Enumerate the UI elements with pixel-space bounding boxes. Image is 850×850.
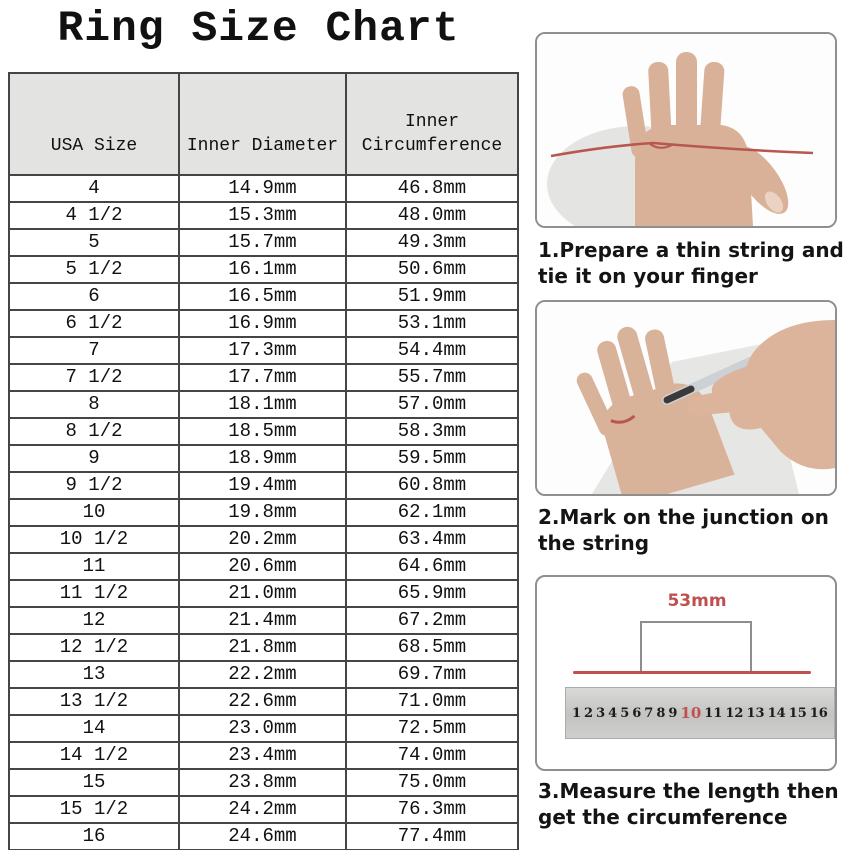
- table-row: [9, 580, 518, 607]
- ruler-number: 7: [644, 705, 654, 721]
- table-row: [9, 391, 518, 418]
- inner-diameter-cell: 19.8mm: [179, 499, 346, 526]
- inner-diameter-cell: 17.7mm: [179, 364, 346, 391]
- ruler-number: 11: [704, 705, 723, 721]
- table-row: [9, 499, 518, 526]
- table-row: [9, 634, 518, 661]
- usa-size-cell: 11 1/2: [9, 580, 179, 607]
- usa-size-cell: 4 1/2: [9, 202, 179, 229]
- marking-string-with-pen-illustration: [537, 302, 835, 494]
- page-title: Ring Size Chart: [57, 4, 460, 53]
- inner-circumference-cell: 49.3mm: [346, 229, 518, 256]
- inner-circumference-cell: 74.0mm: [346, 742, 518, 769]
- inner-circumference-cell: 62.1mm: [346, 499, 518, 526]
- table-row: [9, 229, 518, 256]
- usa-size-cell: 11: [9, 553, 179, 580]
- ruler-number: 4: [608, 705, 618, 721]
- inner-circumference-cell: 54.4mm: [346, 337, 518, 364]
- ruler-number: 15: [788, 705, 807, 721]
- step1-hand-with-string-photo: [535, 32, 837, 228]
- inner-diameter-cell: 20.6mm: [179, 553, 346, 580]
- usa-size-cell: 8: [9, 391, 179, 418]
- inner-circumference-cell: 68.5mm: [346, 634, 518, 661]
- inner-diameter-cell: 23.4mm: [179, 742, 346, 769]
- inner-circumference-cell: 65.9mm: [346, 580, 518, 607]
- step3-ruler-diagram: [535, 575, 837, 771]
- ruler-number: 8: [656, 705, 666, 721]
- step3-caption: 3.Measure the length then get the circumference: [538, 779, 839, 829]
- table-row: [9, 202, 518, 229]
- table-row: [9, 715, 518, 742]
- inner-diameter-cell: 23.0mm: [179, 715, 346, 742]
- inner-diameter-cell: 15.3mm: [179, 202, 346, 229]
- inner-diameter-cell: 16.5mm: [179, 283, 346, 310]
- table-row: [9, 256, 518, 283]
- inner-diameter-cell: 24.6mm: [179, 823, 346, 850]
- table-row: [9, 283, 518, 310]
- usa-size-cell: 7: [9, 337, 179, 364]
- inner-diameter-cell: 23.8mm: [179, 769, 346, 796]
- usa-size-cell: 15 1/2: [9, 796, 179, 823]
- inner-circumference-cell: 77.4mm: [346, 823, 518, 850]
- ruler-number: 1: [572, 705, 582, 721]
- ruler-number: 12: [725, 705, 744, 721]
- inner-circumference-cell: 64.6mm: [346, 553, 518, 580]
- inner-diameter-cell: 15.7mm: [179, 229, 346, 256]
- table-row: [9, 472, 518, 499]
- inner-diameter-cell: 21.8mm: [179, 634, 346, 661]
- usa-size-cell: 6 1/2: [9, 310, 179, 337]
- inner-diameter-cell: 21.0mm: [179, 580, 346, 607]
- ring-size-table: [8, 72, 519, 850]
- inner-diameter-cell: 22.2mm: [179, 661, 346, 688]
- inner-circumference-cell: 57.0mm: [346, 391, 518, 418]
- inner-circumference-cell: 60.8mm: [346, 472, 518, 499]
- inner-circumference-cell: 72.5mm: [346, 715, 518, 742]
- inner-circumference-cell: 46.8mm: [346, 175, 518, 202]
- step2-caption: 2.Mark on the junction on the string: [538, 505, 829, 555]
- table-row: [9, 553, 518, 580]
- ruler-number: 2: [584, 705, 594, 721]
- inner-diameter-cell: 20.2mm: [179, 526, 346, 553]
- usa-size-cell: 13 1/2: [9, 688, 179, 715]
- inner-circumference-cell: 59.5mm: [346, 445, 518, 472]
- inner-diameter-cell: 21.4mm: [179, 607, 346, 634]
- inner-diameter-cell: 18.1mm: [179, 391, 346, 418]
- table-row: [9, 661, 518, 688]
- ruler-number: 14: [767, 705, 786, 721]
- usa-size-cell: 9: [9, 445, 179, 472]
- inner-diameter-cell: 24.2mm: [179, 796, 346, 823]
- inner-diameter-cell: 17.3mm: [179, 337, 346, 364]
- table-header-row: [9, 73, 518, 175]
- inner-diameter-cell: 22.6mm: [179, 688, 346, 715]
- inner-diameter-cell: 14.9mm: [179, 175, 346, 202]
- usa-size-cell: 6: [9, 283, 179, 310]
- inner-circumference-cell: 76.3mm: [346, 796, 518, 823]
- ruler-number: 3: [596, 705, 606, 721]
- usa-size-cell: 4: [9, 175, 179, 202]
- table-row: [9, 418, 518, 445]
- inner-circumference-cell: 58.3mm: [346, 418, 518, 445]
- inner-circumference-cell: 53.1mm: [346, 310, 518, 337]
- inner-circumference-cell: 63.4mm: [346, 526, 518, 553]
- inner-circumference-cell: 55.7mm: [346, 364, 518, 391]
- inner-circumference-cell: 48.0mm: [346, 202, 518, 229]
- table-row: [9, 526, 518, 553]
- inner-circumference-cell: 75.0mm: [346, 769, 518, 796]
- table-row: [9, 364, 518, 391]
- inner-circumference-cell: 71.0mm: [346, 688, 518, 715]
- inner-diameter-cell: 18.5mm: [179, 418, 346, 445]
- table-row: [9, 823, 518, 850]
- ring-size-table-body: [9, 175, 518, 850]
- inner-circumference-cell: 69.7mm: [346, 661, 518, 688]
- col-header-inner-diameter: Inner Diameter: [179, 73, 346, 175]
- inner-circumference-cell: 51.9mm: [346, 283, 518, 310]
- step2-mark-string-photo: [535, 300, 837, 496]
- usa-size-cell: 9 1/2: [9, 472, 179, 499]
- usa-size-cell: 5: [9, 229, 179, 256]
- inner-diameter-cell: 16.9mm: [179, 310, 346, 337]
- table-row: [9, 337, 518, 364]
- usa-size-cell: 8 1/2: [9, 418, 179, 445]
- ruler: [565, 687, 835, 739]
- usa-size-cell: 14: [9, 715, 179, 742]
- table-row: [9, 445, 518, 472]
- hand-with-string-illustration: [537, 34, 835, 226]
- measurement-bracket: [640, 621, 752, 671]
- table-row: [9, 688, 518, 715]
- inner-circumference-cell: 67.2mm: [346, 607, 518, 634]
- inner-diameter-cell: 16.1mm: [179, 256, 346, 283]
- inner-circumference-cell: 50.6mm: [346, 256, 518, 283]
- inner-diameter-cell: 19.4mm: [179, 472, 346, 499]
- usa-size-cell: 13: [9, 661, 179, 688]
- ruler-number: 5: [620, 705, 630, 721]
- usa-size-cell: 14 1/2: [9, 742, 179, 769]
- measurement-label: 53mm: [667, 591, 727, 611]
- ruler-number: 9: [668, 705, 678, 721]
- table-row: [9, 742, 518, 769]
- col-header-inner-circumference: Inner Circumference: [346, 73, 518, 175]
- table-row: [9, 175, 518, 202]
- table-row: [9, 607, 518, 634]
- step1-caption: 1.Prepare a thin string and tie it on your finger: [538, 238, 844, 288]
- usa-size-cell: 10 1/2: [9, 526, 179, 553]
- usa-size-cell: 15: [9, 769, 179, 796]
- ruler-number: 13: [746, 705, 765, 721]
- string-line: [573, 671, 811, 674]
- ruler-number: 6: [632, 705, 642, 721]
- ruler-number: 16: [809, 705, 828, 721]
- table-row: [9, 310, 518, 337]
- usa-size-cell: 16: [9, 823, 179, 850]
- col-header-usa-size: USA Size: [9, 73, 179, 175]
- inner-diameter-cell: 18.9mm: [179, 445, 346, 472]
- table-row: [9, 769, 518, 796]
- usa-size-cell: 5 1/2: [9, 256, 179, 283]
- usa-size-cell: 12 1/2: [9, 634, 179, 661]
- usa-size-cell: 10: [9, 499, 179, 526]
- usa-size-cell: 12: [9, 607, 179, 634]
- usa-size-cell: 7 1/2: [9, 364, 179, 391]
- ruler-number: 10: [680, 704, 702, 722]
- table-row: [9, 796, 518, 823]
